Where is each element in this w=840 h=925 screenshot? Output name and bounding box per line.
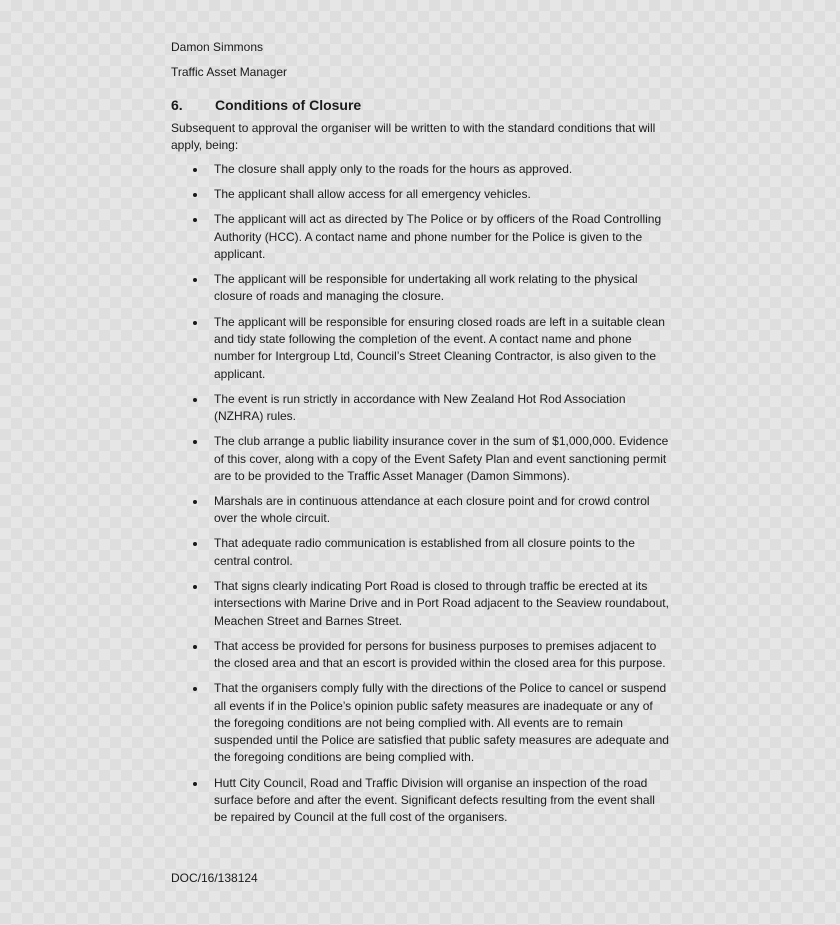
condition-item [171, 186, 671, 203]
bullet-icon [193, 782, 197, 786]
condition-text: Marshals are in continuous attendance at each closure point and for crowd control over the whole circuit. [214, 493, 650, 526]
signatory-name: Damon Simmons [171, 40, 264, 54]
bullet-icon [193, 321, 197, 325]
condition-item [171, 680, 671, 766]
document-reference: DOC/16/138124 [171, 871, 258, 885]
condition-text: That signs clearly indicating Port Road is closed to through traffic be erected at its intersections with Marine Drive and in Port Road adjacent to the Seaview roundabout, Meachen Street and Barnes Street. [214, 578, 669, 628]
condition-item [171, 493, 671, 528]
condition-text: The applicant shall allow access for all emergency vehicles. [214, 187, 531, 202]
section-title: Conditions of Closure [215, 97, 362, 113]
condition-text: The applicant will be responsible for undertaking all work relating to the physical closure of roads and managing the closure. [214, 272, 638, 304]
bullet-icon [193, 168, 197, 172]
section-heading [171, 97, 361, 114]
bullet-icon [193, 278, 197, 282]
condition-text: Hutt City Council, Road and Traffic Division will organise an inspection of the road surface before and after the event. Significant defects resulting from the event shall be repaired by Council at the full cost of the organisers. [214, 775, 655, 825]
condition-item [171, 535, 671, 570]
condition-text: The closure shall apply only to the roads for the hours as approved. [214, 162, 573, 176]
condition-item [171, 314, 671, 383]
condition-text: The applicant will act as directed by The Police or by officers of the Road Controlling Authority (HCC). A contact name and phone number for the Police is given to the applicant. [214, 212, 662, 261]
section-number: 6. [171, 97, 183, 113]
section-intro: Subsequent to approval the organiser will be written to with the standard conditions that will apply, being: [171, 121, 656, 153]
condition-text: The event is run strictly in accordance with New Zealand Hot Rod Association (NZHRA) rules. [214, 391, 626, 424]
condition-text: That adequate radio communication is established from all closure points to the central control. [214, 536, 635, 568]
bullet-icon [193, 585, 197, 589]
conditions-list [171, 161, 671, 834]
condition-text: That the organisers comply fully with the directions of the Police to cancel or suspend all events if in the Police’s opinion public safety measures are inadequate or any of the foregoing conditions are not being complied with. All events are to remain suspended until the Police are satisfied that public safety measures are adequate and the foregoing conditions are being complied with. [214, 681, 669, 765]
condition-item [171, 775, 671, 827]
condition-item [171, 271, 671, 306]
condition-text: The applicant will be responsible for ensuring closed roads are left in a suitable clean and tidy state following the completion of the event. A contact name and phone number for Intergroup Ltd, Council’s Street Cleaning Contractor, is also given to the applicant. [214, 314, 665, 381]
bullet-icon [193, 440, 197, 444]
bullet-icon [193, 218, 197, 222]
bullet-icon [193, 500, 197, 504]
condition-item [171, 433, 671, 485]
bullet-icon [193, 398, 197, 402]
condition-item [171, 161, 671, 178]
signatory-title: Traffic Asset Manager [171, 65, 288, 79]
condition-item [171, 578, 671, 630]
condition-text: The club arrange a public liability insurance cover in the sum of $1,000,000. Evidence of this cover, along with a copy of the Event Safety Plan and event sanctioning permit are to be provided to the Traffic Asset Manager (Damon Simmons). [214, 434, 669, 483]
condition-item [171, 391, 671, 426]
condition-item [171, 211, 671, 263]
bullet-icon [193, 687, 197, 691]
bullet-icon [193, 542, 197, 546]
condition-item [171, 638, 671, 673]
bullet-icon [193, 193, 197, 197]
bullet-icon [193, 645, 197, 649]
condition-text: That access be provided for persons for business purposes to premises adjacent to the closed area and that an escort is provided within the closed area for this purpose. [214, 638, 666, 671]
